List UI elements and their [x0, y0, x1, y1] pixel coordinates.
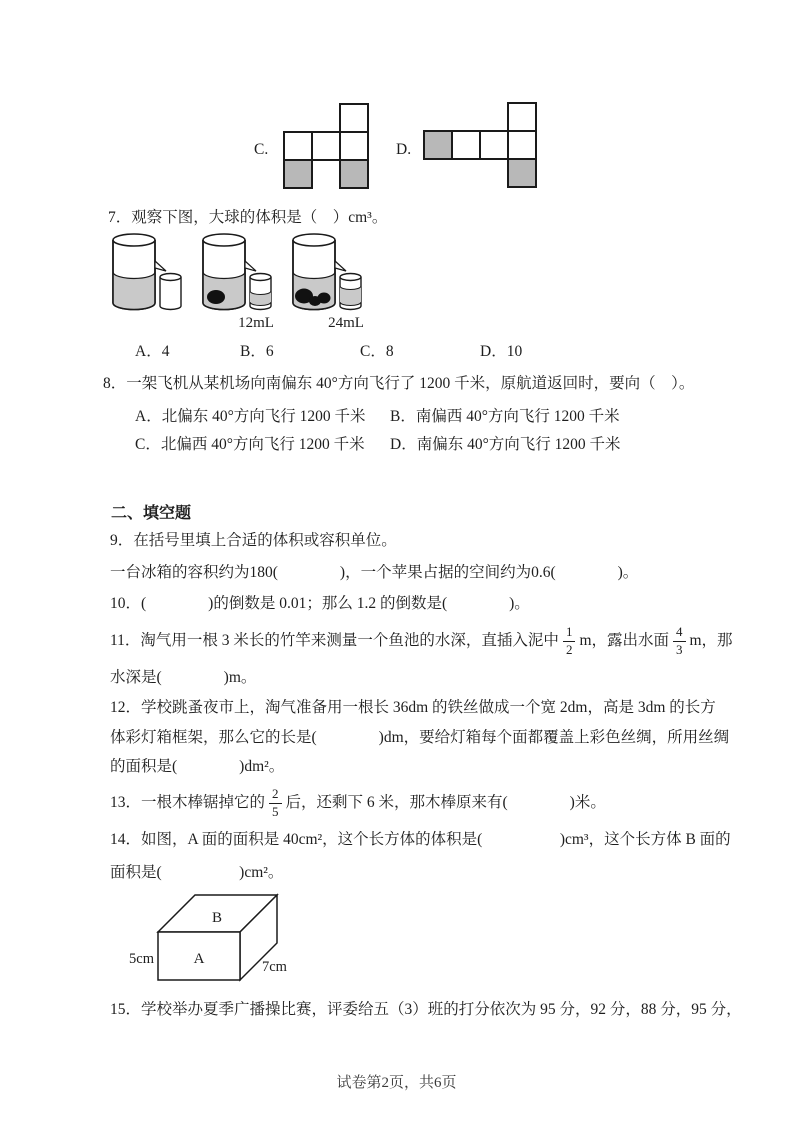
question-7-stem: 7．观察下图，大球的体积是（ ）cm³。 [108, 209, 388, 226]
q8-option-b: B．南偏西 40°方向飞行 1200 千米 [390, 408, 620, 425]
q13-text-1: 13．一根木棒锯掉它的 [110, 794, 266, 811]
question-11-line1 [110, 626, 733, 656]
question-8-stem: 8．一架飞机从某机场向南偏东 40°方向飞行了 1200 千米，原航道返回时，要向（ ）。 [103, 375, 695, 392]
beaker-group-2 [203, 234, 271, 310]
section-2-title: 二、填空题 [111, 505, 192, 522]
net-cell [451, 130, 481, 160]
q8-option-d: D．南偏东 40°方向飞行 1200 千米 [390, 436, 621, 453]
beaker-group-3 [293, 234, 361, 310]
question-11-line2: 水深是( )m。 [110, 669, 257, 686]
fraction-one-half: $\frac{1}{2}$ [563, 625, 576, 657]
spout-3 [335, 261, 346, 271]
question-14-line2: 面积是( )cm²。 [110, 864, 284, 881]
fraction-four-thirds: $\frac{4}{3}$ [673, 625, 686, 657]
height-dimension-label: 5cm [129, 951, 154, 967]
question-12-line2: 体彩灯箱框架，那么它的长是( )dm，要给灯箱每个面都覆盖上彩色丝绸，所用丝绸 [110, 729, 730, 746]
net-cell [283, 131, 313, 161]
net-cell [479, 130, 509, 160]
question-9-line2: 一台冰箱的容积约为180( )，一个苹果占据的空间约为0.6( )。 [110, 564, 639, 581]
net-d-label: D. [396, 141, 412, 158]
beaker-3-volume-label: 24mL [328, 315, 364, 331]
question-14-figure [118, 885, 303, 990]
question-15-line1: 15．学校举办夏季广播操比赛，评委给五（3）班的打分依次为 95 分，92 分，88 分，95 分， [110, 1001, 742, 1018]
net-cell-shaded [283, 159, 313, 189]
face-a-label: A [193, 951, 205, 967]
ball-small [318, 293, 331, 304]
fraction-two-fifths: $\frac{2}{5}$ [269, 787, 282, 819]
net-cell [311, 131, 341, 161]
q8-option-c: C．北偏西 40°方向飞行 1200 千米 [135, 436, 365, 453]
question-13-line1 [110, 788, 606, 818]
question-14-line1: 14．如图，A 面的面积是 40cm²，这个长方体的体积是( )cm³，这个长方体 B 面的 [110, 831, 731, 848]
net-cell [339, 131, 369, 161]
cube-net-c [283, 103, 369, 189]
net-c-label: C. [254, 141, 269, 158]
net-cell-shaded [339, 159, 369, 189]
q11-text-2: m，露出水面 [579, 632, 669, 649]
face-b-label: B [211, 910, 223, 926]
net-cell-shaded [423, 130, 453, 160]
spout-2 [245, 261, 256, 271]
cube-net-d [423, 102, 537, 188]
net-cell [339, 103, 369, 133]
question-7-figure [108, 230, 378, 332]
q7-option-a: A．4 [135, 343, 170, 360]
q13-text-2: 后，还剩下 6 米，那木棒原来有( )米。 [285, 794, 606, 811]
question-9-line1: 9．在括号里填上合适的体积或容积单位。 [110, 532, 397, 549]
q11-text-1: 11．淘气用一根 3 米长的竹竿来测量一个鱼池的水深，直插入泥中 [110, 632, 559, 649]
page-footer: 试卷第2页，共6页 [336, 1075, 457, 1091]
beaker-2-volume-label: 12mL [238, 315, 274, 331]
beaker-group-1 [113, 234, 181, 310]
q7-option-b: B．6 [240, 343, 274, 360]
net-cell [507, 102, 537, 132]
q7-option-d: D．10 [480, 343, 523, 360]
net-cell [507, 130, 537, 160]
net-cell-shaded [507, 158, 537, 188]
small-cylinder-1 [160, 277, 181, 310]
q7-option-c: C．8 [360, 343, 394, 360]
question-10-line1: 10．( )的倒数是 0.01；那么 1.2 的倒数是( )。 [110, 595, 530, 612]
ball-large [207, 290, 225, 304]
depth-dimension-label: 7cm [262, 959, 287, 975]
question-12-line1: 12．学校跳蚤夜市上，淘气准备用一根长 36dm 的铁丝做成一个宽 2dm，高是 3dm 的长方 [110, 699, 716, 716]
q11-text-3: m，那 [689, 632, 733, 649]
q8-option-a: A．北偏东 40°方向飞行 1200 千米 [135, 408, 366, 425]
question-12-line3: 的面积是( )dm²。 [110, 758, 285, 775]
spout-1 [155, 261, 166, 271]
